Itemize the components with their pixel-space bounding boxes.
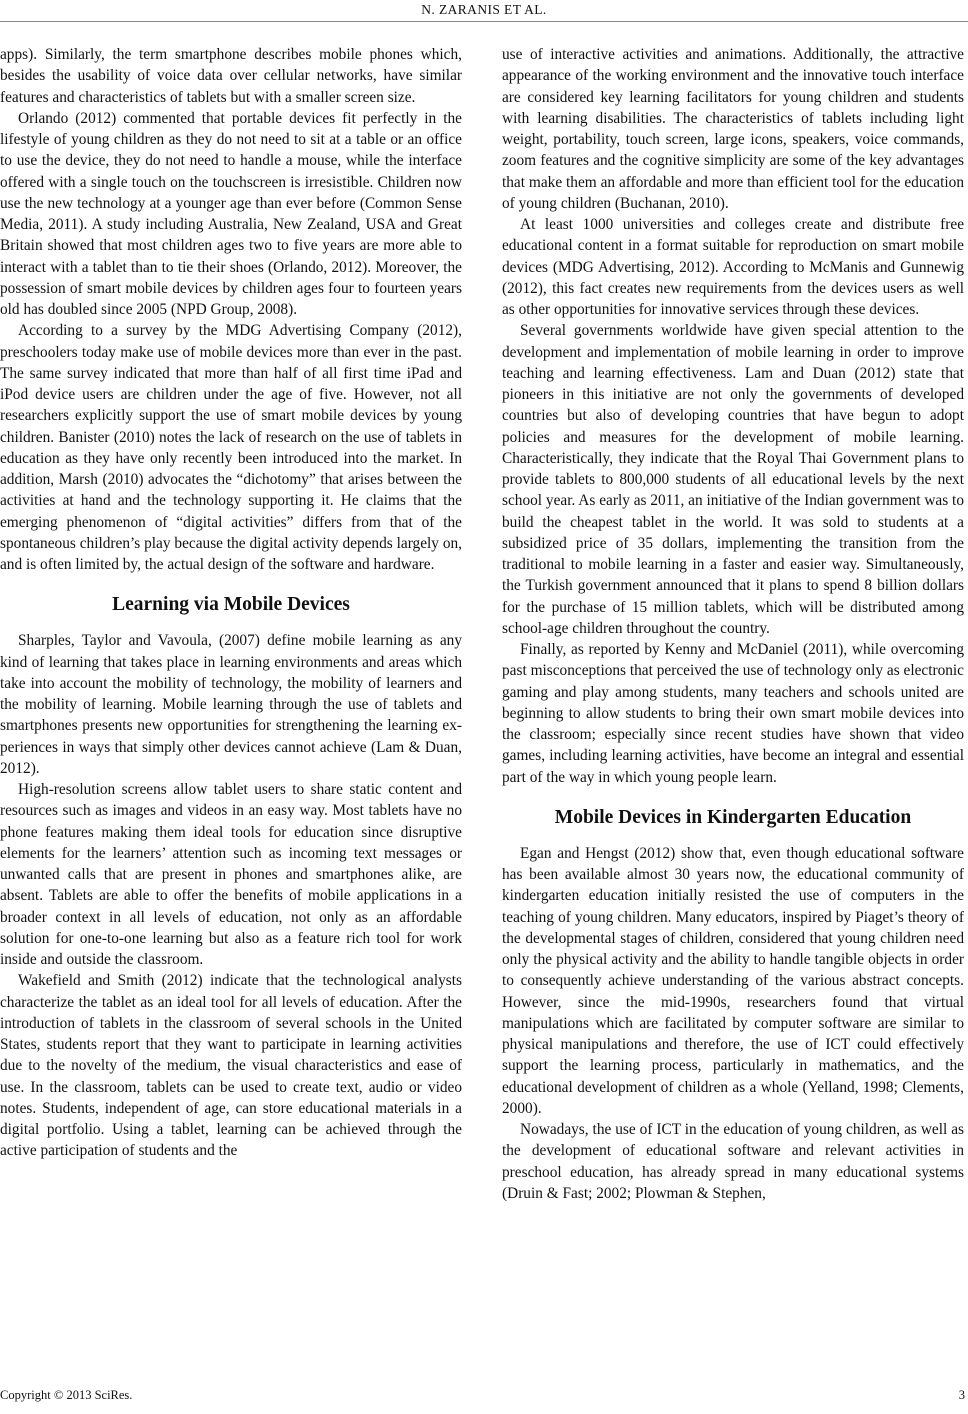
paragraph: Finally, as reported by Kenny and McDaniel (2011), while overcoming past misconceptions that perceived the use of technology only as electronic gaming and play among students, many teachers and schools united are beginning to allow students to bring their own smart mobile devices into the classroom; especially since recent studies have shown that video games, including learning activities, have become an integral and essential part of the way in which young people learn. bbox=[502, 641, 964, 786]
paragraph: Egan and Hengst (2012) show that, even though educational software has been available almost 30 years now, the educational community of kindergarten education initially resisted the use of computers in the teaching of young children. Many educators, inspired by Piaget’s theory of the developmental stages of children, considered that young children need only the physical activity and the ability to handle tangible objects in order to consequently achieve understanding of the various abstract concepts. However, since the mid-1990s, researchers found that virtual manipulations which are facilitated by computer software are similar to physical manipulations and therefore, the use of ICT could effectively support the learning process, particularly in mathematics, and the educational development of children as a whole (Yelland, 1998; Clements, 2000). bbox=[502, 844, 964, 1117]
paragraph: At least 1000 universities and colleges create and distribute free educational content in a format suitable for reproduction on smart mobile devices (MDG Advertising, 2012). According to McManis and Gunnewig (2012), this fact creates new requirements from the devices users as well as other opportunities for innovative services through these devices. bbox=[502, 216, 964, 318]
copyright-notice: Copyright © 2013 SciRes. bbox=[0, 1388, 133, 1402]
paragraph: High-resolution screens allow tablet users to share static content and resources such as images and videos in an easy way. Most tablets have no phone features making them ideal tools for education since disruptive elements for the learners’ attention such as incoming text messages or unwanted calls that are present in phones and smartphones alike, are absent. Tablets are able to offer the benefits of mobile applications in a broader context in all levels of education, not only as an affordable solution for one-to-one learning but also as a feature rich tool for work inside and outside the classroom. bbox=[0, 781, 462, 968]
paragraph: Several governments worldwide have given special attention to the development and implementation of mobile learning in order to improve teaching and learning effectiveness. Lam and Duan (2012) state that pioneers in this initiative are not only the governments of developed countries but also of developing countries that have begun to adopt policies and measures for the development of mobile learning. Characteristically, they indicate that the Royal Thai Government plans to provide tablets to 800,000 students of all educational levels by the next school year. As early as 2011, an initiative of the Indian government was to build the cheapest tablet in the world. It was sold to students at a subsidized price of 35 dollars, implementing the transition from the traditional to mobile learning in a faster and easier way. Simultaneously, the Turkish government announced that it plans to spend 8 billion dollars for the purchase of 15 million tablets, which will be distributed among school-age children throughout the country. bbox=[502, 322, 964, 637]
right-column bbox=[502, 44, 964, 1204]
page-number: 3 bbox=[958, 1388, 965, 1402]
section-heading: Learning via Mobile Devices bbox=[112, 594, 350, 616]
paragraph: According to a survey by the MDG Advertising Company (2012), preschoolers today make use of mobile devices more than ever in the past. The same survey indicated that more than half of all first time iPad and iPod device users are children under the age of five. However, not all researchers explicitly support the use of smart mobile devices by young children. Banister (2010) notes the lack of research on the use of tablets in education as they have only recently been introduced into the market. In addition, Marsh (2010) advocates the “dichotomy” that arises between the activities at hand and the technology supporting it. He claims that the emerging phenomenon of “digital activities” differs from that of the spontaneous children’s play because the digital activity depends largely on, and is often limited by, the actual design of the software and hardware. bbox=[0, 322, 462, 573]
left-column bbox=[0, 44, 462, 1162]
header-rule bbox=[0, 21, 968, 22]
paragraph: use of interactive activities and animations. Additionally, the attractive appearance of the working environment and the innovative touch interface are considered key learning facilitators for young children and students with learning disabilities. The characteristics of tablets including light weight, portability, touch screen, large icons, speakers, voice commands, zoom features and the cognitive simplicity are some of the key advantages that make them an affordable and more than efficient tool for the education of young children (Buchanan, 2010). bbox=[502, 46, 964, 212]
paragraph: apps). Similarly, the term smartphone describes mobile phones which, besides the usability of voice data over cellular networks, have similar features and characteristics of tablets but with a smaller screen size. bbox=[0, 46, 462, 106]
paragraph: Nowadays, the use of ICT in the education of young children, as well as the development of educational software and relevant activities in preschool education, has already spread in many educational systems (Druin & Fast; 2002; Plowman & Stephen, bbox=[502, 1121, 964, 1202]
running-head: N. ZARANIS ET AL. bbox=[421, 2, 547, 17]
section-heading: Mobile Devices in Kindergarten Education bbox=[554, 806, 912, 828]
paragraph: Sharples, Taylor and Vavoula, (2007) define mobile learning as any kind of learning that takes place in learning environments and areas which take into account the mobility of technology, the mobility of learners and the mobility of learning. Mobile learning through the use of tablets and smartphones presents new opportunities for strengthening the learning experiences in ways that simply other devices cannot achieve (Lam & Duan, 2012). bbox=[0, 632, 462, 777]
paragraph: Wakefield and Smith (2012) indicate that the technological analysts characterize the tablet as an ideal tool for all levels of education. After the introduction of tablets in the classroom of several schools in the United States, students report that they want to participate in learning activities due to the novelty of the medium, the visual characteristics and ease of use. In the classroom, tablets can be used to create text, audio or video notes. Students, independent of age, can store educational materials in a digital portfolio. Using a tablet, learning can be achieved through the active participation of students and the bbox=[0, 972, 462, 1160]
paragraph: Orlando (2012) commented that portable devices fit perfectly in the lifestyle of young children as they do not need to sit at a table or an office to use the device, they do not need to handle a mouse, while the interface offered with a single touch on the touchscreen is irresistible. Children now use the new technology at a younger age than ever before (Common Sense Media, 2011). A study including Australia, New Zealand, USA and Great Britain showed that most children ages two to five years are more able to interact with a tablet than to tie their shoes (Orlando, 2012). Moreover, the possession of smart mobile devices by children ages four to fourteen years old has doubled since 2005 (NPD Group, 2008). bbox=[0, 109, 462, 318]
